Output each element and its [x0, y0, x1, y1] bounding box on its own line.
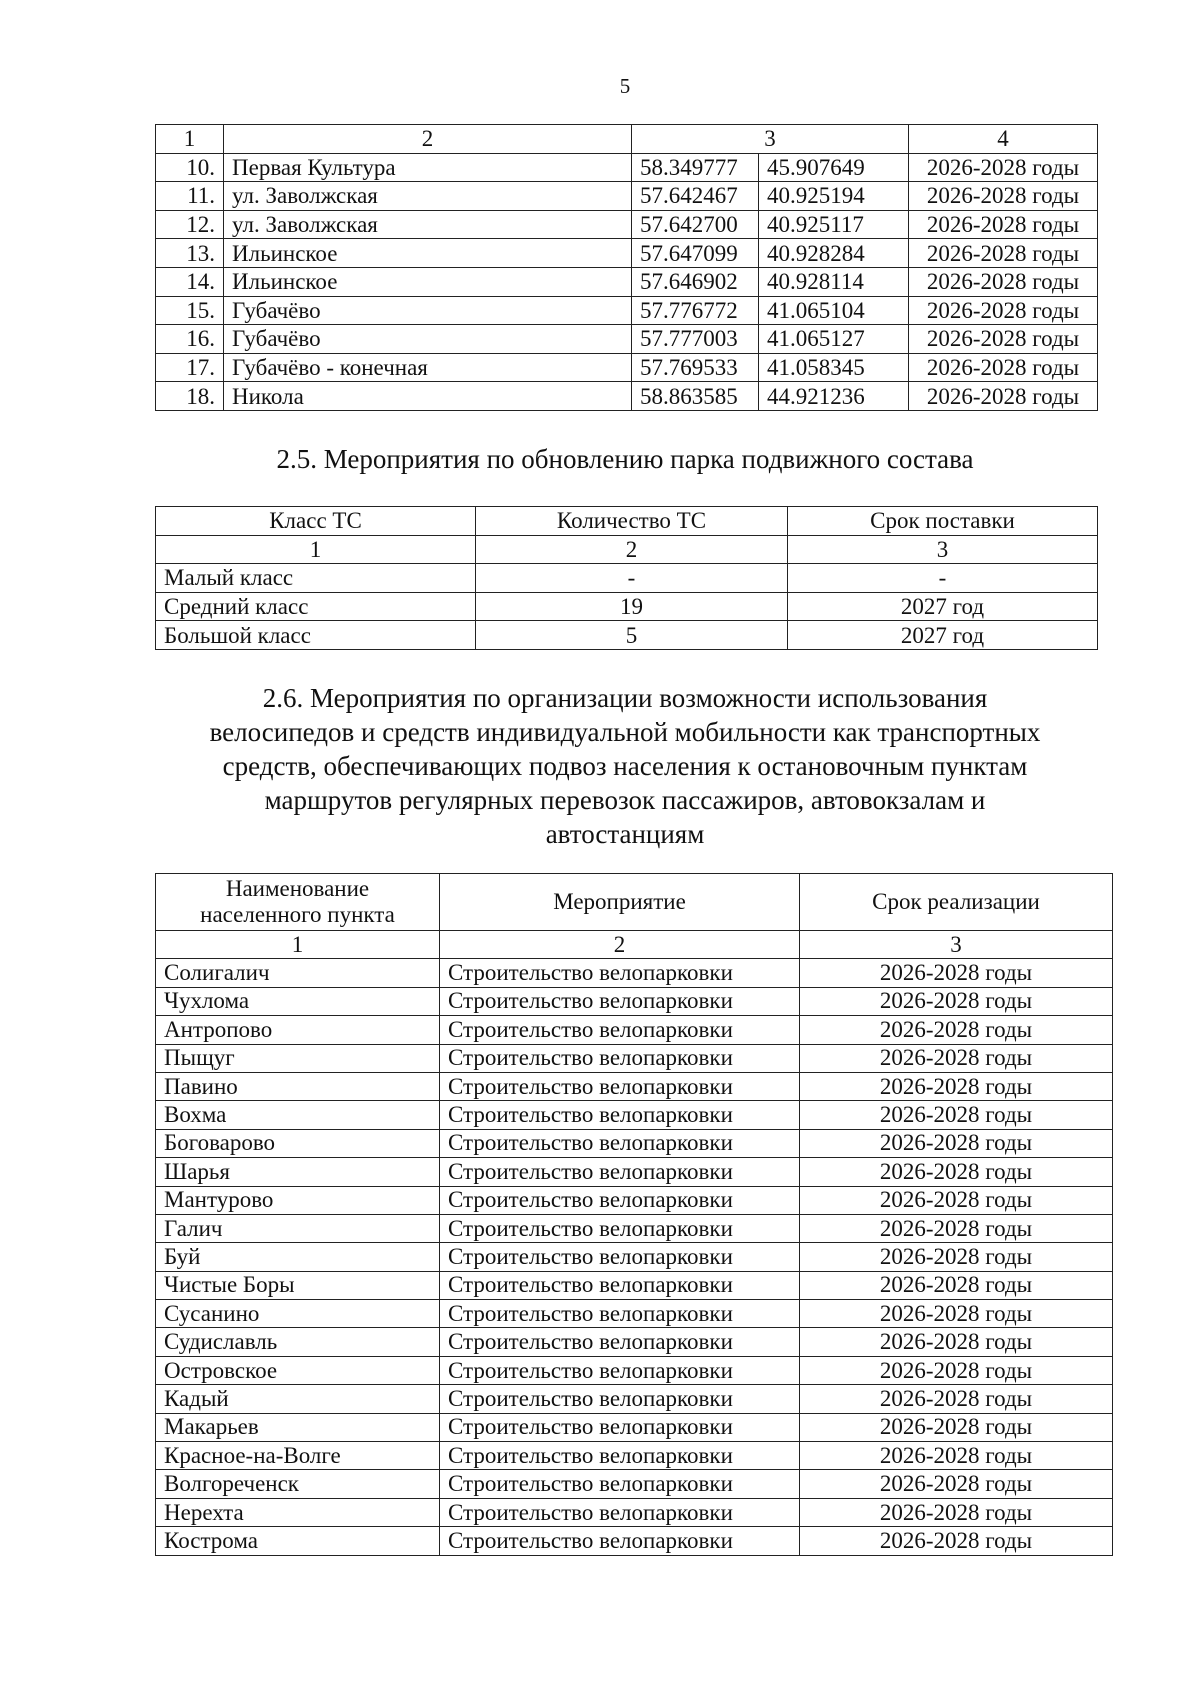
row-number: 13.	[156, 239, 224, 268]
table-row	[156, 1158, 1113, 1186]
table-row	[156, 353, 1098, 382]
latitude: 58.349777	[632, 153, 759, 182]
settlement-name: Антропово	[156, 1016, 440, 1044]
period: 2026-2028 годы	[909, 267, 1098, 296]
bike-parking-table	[155, 873, 1113, 1556]
measure: Строительство велопарковки	[440, 1328, 800, 1356]
table-row	[156, 153, 1098, 182]
section-2-6-title-line: маршрутов регулярных перевозок пассажиров, автовокзалам и	[264, 785, 986, 815]
settlement-name: Волгореченск	[156, 1470, 440, 1498]
measure: Строительство велопарковки	[440, 1129, 800, 1157]
table-row	[156, 1186, 1113, 1214]
table-row	[156, 1300, 1113, 1328]
implementation-term: 2026-2028 годы	[800, 1158, 1113, 1186]
implementation-term: 2026-2028 годы	[800, 1271, 1113, 1299]
settlement-name: Кадый	[156, 1385, 440, 1413]
page-number: 5	[619, 74, 631, 98]
bike-num-2: 2	[440, 931, 800, 959]
stop-name: Губачёво	[224, 325, 632, 354]
vehicle-quantity: 5	[476, 621, 788, 650]
table-row	[156, 1356, 1113, 1384]
period: 2026-2028 годы	[909, 382, 1098, 411]
measure: Строительство велопарковки	[440, 1271, 800, 1299]
vehicle-class: Большой класс	[156, 621, 476, 650]
fleet-num-2: 2	[476, 535, 788, 564]
measure: Строительство велопарковки	[440, 1356, 800, 1384]
fleet-num-3: 3	[788, 535, 1098, 564]
implementation-term: 2026-2028 годы	[800, 1413, 1113, 1441]
measure: Строительство велопарковки	[440, 1243, 800, 1271]
row-number: 18.	[156, 382, 224, 411]
stops-header-row	[156, 125, 1098, 154]
header-col-3: 3	[632, 125, 909, 154]
bike-header-row	[156, 874, 1113, 931]
latitude: 57.642467	[632, 182, 759, 211]
latitude: 57.646902	[632, 267, 759, 296]
fleet-header-term: Срок поставки	[788, 507, 1098, 536]
table-row	[156, 182, 1098, 211]
row-number: 11.	[156, 182, 224, 211]
table-row	[156, 987, 1113, 1015]
vehicle-class: Средний класс	[156, 592, 476, 621]
table-row	[156, 1498, 1113, 1526]
measure: Строительство велопарковки	[440, 959, 800, 987]
latitude: 58.863585	[632, 382, 759, 411]
measure: Строительство велопарковки	[440, 1186, 800, 1214]
table-row	[156, 959, 1113, 987]
longitude: 41.058345	[759, 353, 909, 382]
measure: Строительство велопарковки	[440, 1214, 800, 1242]
period: 2026-2028 годы	[909, 239, 1098, 268]
settlement-name: Солигалич	[156, 959, 440, 987]
table-row	[156, 1016, 1113, 1044]
fleet-num-1: 1	[156, 535, 476, 564]
fleet-table	[155, 506, 1098, 650]
longitude: 40.928114	[759, 267, 909, 296]
section-2-6-title-line: автостанциям	[545, 819, 705, 849]
period: 2026-2028 годы	[909, 353, 1098, 382]
bike-header-place: Наименование населенного пункта	[156, 874, 440, 931]
longitude: 41.065104	[759, 296, 909, 325]
stop-name: Губачёво	[224, 296, 632, 325]
table-row	[156, 1527, 1113, 1555]
bike-header-term: Срок реализации	[800, 874, 1113, 931]
implementation-term: 2026-2028 годы	[800, 1129, 1113, 1157]
settlement-name: Макарьев	[156, 1413, 440, 1441]
measure: Строительство велопарковки	[440, 1016, 800, 1044]
implementation-term: 2026-2028 годы	[800, 1442, 1113, 1470]
stop-name: Никола	[224, 382, 632, 411]
longitude: 40.928284	[759, 239, 909, 268]
fleet-header-class: Класс ТС	[156, 507, 476, 536]
implementation-term: 2026-2028 годы	[800, 1470, 1113, 1498]
settlement-name: Пыщуг	[156, 1044, 440, 1072]
table-row	[156, 1328, 1113, 1356]
measure: Строительство велопарковки	[440, 987, 800, 1015]
implementation-term: 2026-2028 годы	[800, 959, 1113, 987]
table-row	[156, 210, 1098, 239]
settlement-name: Боговарово	[156, 1129, 440, 1157]
measure: Строительство велопарковки	[440, 1498, 800, 1526]
implementation-term: 2026-2028 годы	[800, 1385, 1113, 1413]
latitude: 57.776772	[632, 296, 759, 325]
row-number: 14.	[156, 267, 224, 296]
stop-name: ул. Заволжская	[224, 210, 632, 239]
stop-name: Губачёво - конечная	[224, 353, 632, 382]
measure: Строительство велопарковки	[440, 1442, 800, 1470]
settlement-name: Шарья	[156, 1158, 440, 1186]
table-row	[156, 1243, 1113, 1271]
row-number: 12.	[156, 210, 224, 239]
implementation-term: 2026-2028 годы	[800, 1016, 1113, 1044]
row-number: 17.	[156, 353, 224, 382]
period: 2026-2028 годы	[909, 296, 1098, 325]
settlement-name: Чухлома	[156, 987, 440, 1015]
implementation-term: 2026-2028 годы	[800, 1186, 1113, 1214]
measure: Строительство велопарковки	[440, 1413, 800, 1441]
measure: Строительство велопарковки	[440, 1072, 800, 1100]
implementation-term: 2026-2028 годы	[800, 1044, 1113, 1072]
settlement-name: Чистые Боры	[156, 1271, 440, 1299]
table-row	[156, 239, 1098, 268]
table-row	[156, 1101, 1113, 1129]
period: 2026-2028 годы	[909, 153, 1098, 182]
settlement-name: Мантурово	[156, 1186, 440, 1214]
period: 2026-2028 годы	[909, 182, 1098, 211]
stops-table	[155, 124, 1098, 411]
settlement-name: Красное-на-Волге	[156, 1442, 440, 1470]
section-2-5-title: 2.5. Мероприятия по обновлению парка подвижного состава	[276, 444, 974, 474]
longitude: 40.925194	[759, 182, 909, 211]
delivery-term: 2027 год	[788, 592, 1098, 621]
measure: Строительство велопарковки	[440, 1044, 800, 1072]
bike-num-3: 3	[800, 931, 1113, 959]
fleet-header-row	[156, 507, 1098, 536]
vehicle-quantity: 19	[476, 592, 788, 621]
latitude: 57.769533	[632, 353, 759, 382]
measure: Строительство велопарковки	[440, 1527, 800, 1555]
delivery-term: 2027 год	[788, 621, 1098, 650]
implementation-term: 2026-2028 годы	[800, 1243, 1113, 1271]
table-row	[156, 1271, 1113, 1299]
implementation-term: 2026-2028 годы	[800, 1498, 1113, 1526]
stop-name: ул. Заволжская	[224, 182, 632, 211]
table-row	[156, 1072, 1113, 1100]
vehicle-quantity: -	[476, 564, 788, 593]
implementation-term: 2026-2028 годы	[800, 1356, 1113, 1384]
stop-name: Первая Культура	[224, 153, 632, 182]
section-2-6-title-line: велосипедов и средств индивидуальной мобильности как транспортных	[209, 717, 1041, 747]
implementation-term: 2026-2028 годы	[800, 1101, 1113, 1129]
table-row	[156, 1214, 1113, 1242]
bike-header-measure: Мероприятие	[440, 874, 800, 931]
longitude: 41.065127	[759, 325, 909, 354]
table-row	[156, 1129, 1113, 1157]
period: 2026-2028 годы	[909, 210, 1098, 239]
delivery-term: -	[788, 564, 1098, 593]
settlement-name: Сусанино	[156, 1300, 440, 1328]
implementation-term: 2026-2028 годы	[800, 1214, 1113, 1242]
longitude: 45.907649	[759, 153, 909, 182]
table-row	[156, 621, 1098, 650]
row-number: 10.	[156, 153, 224, 182]
latitude: 57.642700	[632, 210, 759, 239]
settlement-name: Павино	[156, 1072, 440, 1100]
table-row	[156, 325, 1098, 354]
latitude: 57.647099	[632, 239, 759, 268]
implementation-term: 2026-2028 годы	[800, 1328, 1113, 1356]
section-2-6-title-line: средств, обеспечивающих подвоз населения к остановочным пунктам	[222, 751, 1028, 781]
stop-name: Ильинское	[224, 239, 632, 268]
section-2-6-title-line: 2.6. Мероприятия по организации возможности использования	[262, 683, 988, 713]
implementation-term: 2026-2028 годы	[800, 1300, 1113, 1328]
row-number: 15.	[156, 296, 224, 325]
table-row	[156, 1044, 1113, 1072]
table-row	[156, 564, 1098, 593]
section-2-6-title	[0, 681, 1200, 851]
measure: Строительство велопарковки	[440, 1300, 800, 1328]
settlement-name: Вохма	[156, 1101, 440, 1129]
longitude: 44.921236	[759, 382, 909, 411]
implementation-term: 2026-2028 годы	[800, 1072, 1113, 1100]
measure: Строительство велопарковки	[440, 1385, 800, 1413]
measure: Строительство велопарковки	[440, 1470, 800, 1498]
implementation-term: 2026-2028 годы	[800, 1527, 1113, 1555]
fleet-header-quantity: Количество ТС	[476, 507, 788, 536]
settlement-name: Нерехта	[156, 1498, 440, 1526]
table-row	[156, 592, 1098, 621]
settlement-name: Судиславль	[156, 1328, 440, 1356]
table-row	[156, 382, 1098, 411]
settlement-name: Буй	[156, 1243, 440, 1271]
measure: Строительство велопарковки	[440, 1158, 800, 1186]
settlement-name: Галич	[156, 1214, 440, 1242]
table-row	[156, 1442, 1113, 1470]
longitude: 40.925117	[759, 210, 909, 239]
vehicle-class: Малый класс	[156, 564, 476, 593]
stop-name: Ильинское	[224, 267, 632, 296]
settlement-name: Островское	[156, 1356, 440, 1384]
header-col-1: 1	[156, 125, 224, 154]
table-row	[156, 296, 1098, 325]
latitude: 57.777003	[632, 325, 759, 354]
table-row	[156, 1470, 1113, 1498]
table-row	[156, 1385, 1113, 1413]
table-row	[156, 1413, 1113, 1441]
measure: Строительство велопарковки	[440, 1101, 800, 1129]
header-col-2: 2	[224, 125, 632, 154]
header-col-4: 4	[909, 125, 1098, 154]
fleet-number-row	[156, 535, 1098, 564]
table-row	[156, 267, 1098, 296]
row-number: 16.	[156, 325, 224, 354]
bike-num-1: 1	[156, 931, 440, 959]
period: 2026-2028 годы	[909, 325, 1098, 354]
settlement-name: Кострома	[156, 1527, 440, 1555]
bike-number-row	[156, 931, 1113, 959]
implementation-term: 2026-2028 годы	[800, 987, 1113, 1015]
